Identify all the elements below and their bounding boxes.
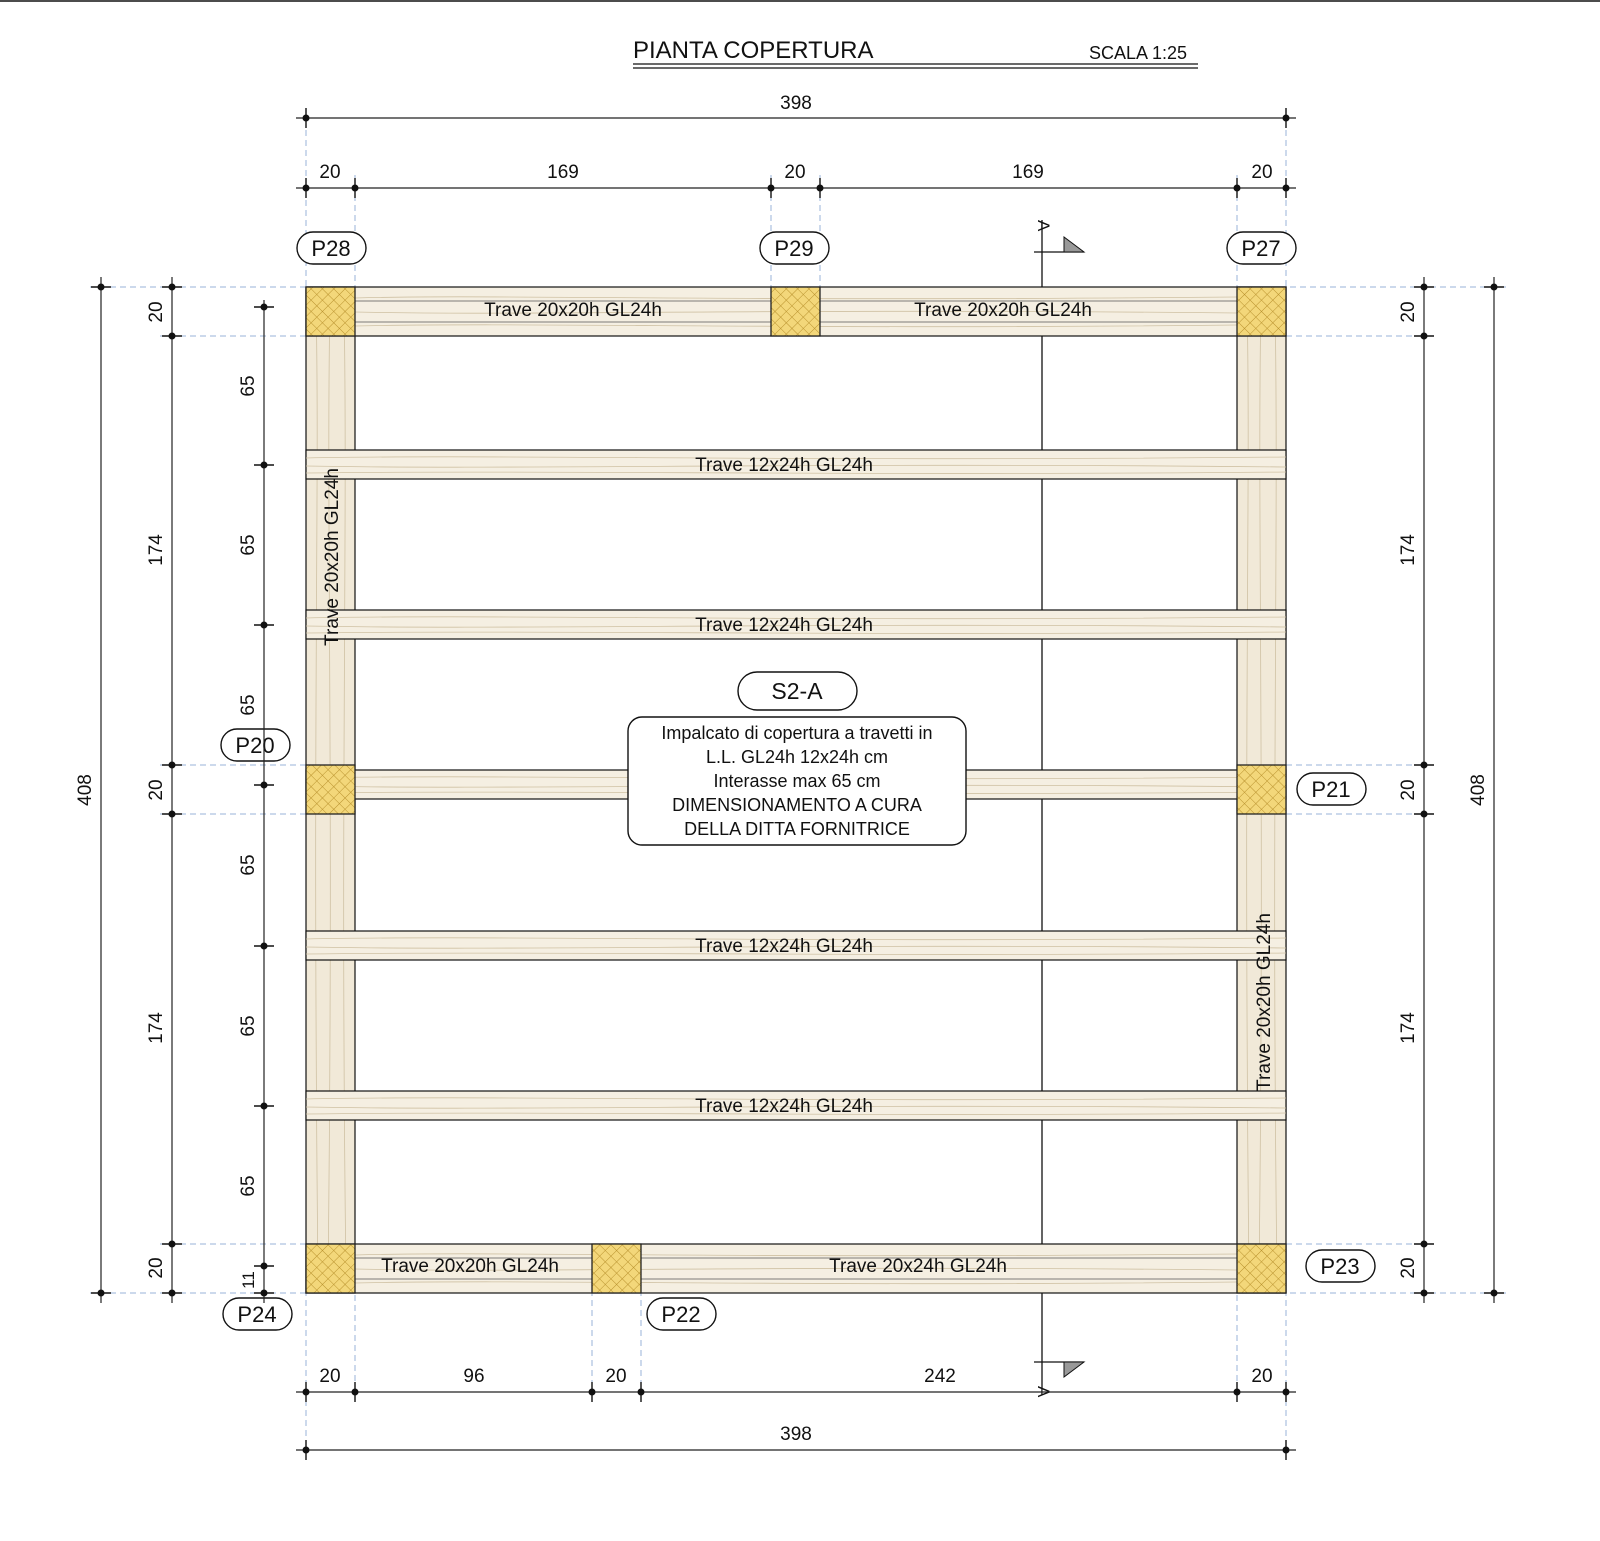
dim-left-mid-4: 174: [146, 1012, 167, 1044]
drawing-scale: SCALA 1:25: [1089, 43, 1188, 63]
column-p24: [306, 1244, 355, 1293]
dim-top-seg-5: 20: [1251, 162, 1273, 183]
dim-left-inner-4: 65: [238, 854, 259, 876]
dim-bottom-total-label: 398: [780, 1424, 812, 1445]
dim-left-inner-2: 65: [238, 534, 259, 556]
dim-right-total-label: 408: [1468, 774, 1489, 806]
column-tag-p29-label: P29: [774, 236, 814, 261]
column-p29: [771, 287, 820, 336]
dim-bottom-seg-3: 20: [605, 1366, 627, 1387]
column-tag-p24: [223, 1298, 292, 1330]
beam-label-bottom-right: Trave 20x24h GL24h: [829, 1256, 1007, 1277]
column-tag-p21-label: P21: [1311, 777, 1351, 802]
column-p28: [306, 287, 355, 336]
column-tag-p20-label: P20: [235, 733, 275, 758]
column-tag-p27: [1227, 232, 1296, 264]
dim-left-inner-7: 11: [239, 1271, 258, 1289]
dim-left-total-label: 408: [75, 774, 96, 806]
dim-left-mid-1: 20: [146, 301, 167, 323]
column-p21: [1237, 765, 1286, 814]
dim-bottom-seg-1: 20: [319, 1366, 341, 1387]
note-line-5: DELLA DITTA FORNITRICE: [684, 819, 910, 839]
column-p22: [592, 1244, 641, 1293]
note-line-3: Interasse max 65 cm: [713, 771, 881, 791]
joist-label-4: Trave 12x24h GL24h: [695, 936, 873, 957]
dim-top-seg-3: 20: [784, 162, 806, 183]
section-tag-label: S2-A: [771, 678, 823, 704]
dim-top-segments: [296, 162, 1296, 198]
dim-top-total-label: 398: [780, 93, 812, 114]
dim-right-mid-3: 20: [1398, 779, 1419, 801]
section-label-top: A: [1034, 220, 1053, 232]
column-tag-p28-label: P28: [311, 236, 351, 261]
dim-right-middle: [1398, 277, 1434, 1303]
dim-left-inner-6: 65: [238, 1175, 259, 1197]
beam-label-top-right: Trave 20x20h GL24h: [914, 300, 1092, 321]
dim-right-mid-2: 174: [1398, 534, 1419, 566]
section-arrow-bottom-icon: [1064, 1362, 1084, 1377]
dim-right-mid-1: 20: [1398, 301, 1419, 323]
column-tag-p28: [297, 232, 366, 264]
section-label-bottom: A: [1034, 1386, 1053, 1398]
beam-label-right-vertical: Trave 20x20h GL24h: [1254, 913, 1275, 1091]
column-tag-p27-label: P27: [1241, 236, 1281, 261]
drawing-title: PIANTA COPERTURA: [633, 37, 874, 64]
column-tag-p29: [760, 232, 829, 264]
dim-bottom-seg-5: 20: [1251, 1366, 1273, 1387]
dim-bottom-total: [296, 1424, 1296, 1460]
section-cut-line: [1034, 220, 1084, 1398]
column-tag-p22-label: P22: [661, 1302, 701, 1327]
joist-label-1: Trave 12x24h GL24h: [695, 455, 873, 476]
column-tag-p22: [647, 1298, 716, 1330]
dim-bottom-segments: [296, 1366, 1296, 1402]
column-tag-p20: [221, 729, 290, 761]
dim-top-seg-4: 169: [1012, 162, 1044, 183]
dim-bottom-seg-2: 96: [463, 1366, 485, 1387]
joist-label-2: Trave 12x24h GL24h: [695, 615, 873, 636]
dim-left-mid-3: 20: [146, 779, 167, 801]
note-line-1: Impalcato di copertura a travetti in: [661, 723, 933, 743]
dim-left-inner-5: 65: [238, 1015, 259, 1037]
dim-right-mid-5: 20: [1398, 1257, 1419, 1279]
dim-left-inner-1: 65: [238, 375, 259, 397]
column-p20: [306, 765, 355, 814]
dim-left-total: [75, 277, 111, 1303]
dim-left-middle: [146, 277, 182, 1303]
dim-top-total: [296, 93, 1296, 128]
note-line-4: DIMENSIONAMENTO A CURA: [672, 795, 922, 815]
section-tag: [738, 672, 857, 710]
section-arrow-top-icon: [1064, 237, 1084, 252]
column-tag-p23: [1306, 1250, 1375, 1282]
column-tag-p24-label: P24: [237, 1302, 277, 1327]
column-tag-p21: [1297, 773, 1366, 805]
note-line-2: L.L. GL24h 12x24h cm: [705, 747, 889, 767]
beam-label-bottom-left: Trave 20x20h GL24h: [381, 1256, 559, 1277]
note-box: [628, 717, 966, 845]
dim-left-mid-5: 20: [146, 1257, 167, 1279]
dim-left-inner-3: 65: [238, 694, 259, 716]
beam-label-top-left: Trave 20x20h GL24h: [484, 300, 662, 321]
dim-left-mid-2: 174: [146, 534, 167, 566]
dim-right-mid-4: 174: [1398, 1012, 1419, 1044]
beam-label-left-vertical: Trave 20x20h GL24h: [322, 468, 343, 646]
column-p23: [1237, 1244, 1286, 1293]
column-tag-p23-label: P23: [1320, 1254, 1360, 1279]
joist-label-5: Trave 12x24h GL24h: [695, 1096, 873, 1117]
dim-bottom-seg-4: 242: [924, 1366, 956, 1387]
dim-top-seg-2: 169: [547, 162, 579, 183]
dim-right-total: [1468, 277, 1504, 1303]
column-p27: [1237, 287, 1286, 336]
dim-top-seg-1: 20: [319, 162, 341, 183]
dim-left-inner: [238, 300, 274, 1303]
